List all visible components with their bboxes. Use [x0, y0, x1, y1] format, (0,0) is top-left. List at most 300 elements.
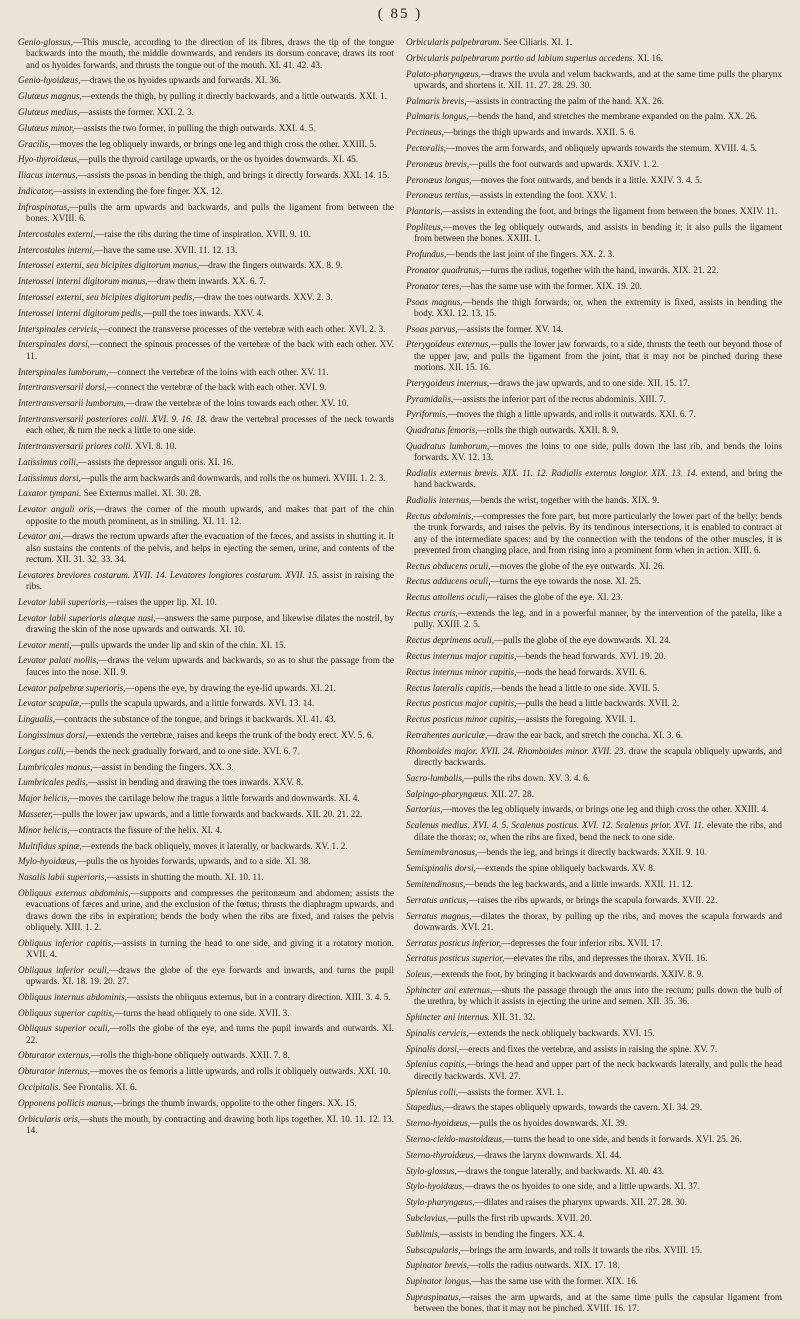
entry-description: —erects and fixes the vertebræ, and assists in raising the spine. XV. 7.	[459, 1043, 718, 1054]
entry-description: XI. 16.	[634, 52, 663, 63]
index-entry	[406, 985, 782, 1008]
entry-description: —rolls the thigh outwards. XXII. 8. 9.	[477, 425, 619, 436]
entry-description: —assists the former. XVI. 1.	[458, 1086, 564, 1097]
entry-description: See Frontalis. XI. 6.	[60, 1082, 137, 1093]
index-entry	[406, 1181, 782, 1192]
index-entry	[406, 127, 782, 138]
entry-description: —extends the spine obliquely backwards. XV. 8.	[475, 863, 656, 874]
entry-description: —moves the os femoris a little upwards, and rolls it obliquely outwards. XXI. 10.	[89, 1066, 391, 1077]
entry-description: —moves the leg obliquely outwards, and assists in bending it; it also pulls the ligament from between the bones. XXIII. 1.	[414, 222, 782, 244]
entry-description: —pulls the lower jaw upwards, and a little forwards and backwards. XII. 20. 21. 22.	[52, 808, 363, 819]
entry-term: Scalenus medius. XVI. 4. 5. Scalenus posticus. XVI. 12. Scalenus prior. XVI. 11.	[406, 820, 705, 831]
index-entry	[18, 123, 394, 134]
entry-term: Serratus posticus inferior,	[406, 937, 502, 948]
entry-description: —assist in bending the fingers. XX. 3.	[92, 761, 234, 772]
entry-description: —moves the leg obliquely inwards, or brings one leg and thigh cross the other. XXIII. 5.	[50, 138, 377, 149]
index-entry	[406, 468, 782, 491]
index-entry	[18, 186, 394, 197]
index-entry	[406, 863, 782, 874]
entry-description: —has the same use with the former. XIX. 16.	[471, 1276, 638, 1287]
index-entry	[18, 714, 394, 725]
entry-term: Intertransversarii lumborum,	[18, 398, 126, 409]
entry-description: XII. 27. 28.	[488, 788, 534, 799]
entry-description: —has the same use with the former. XIX. 19. 20.	[461, 280, 642, 291]
entry-term: Multifidus spinæ,	[18, 840, 82, 851]
entry-term: Soleus,	[406, 969, 433, 980]
index-entry	[18, 339, 394, 362]
index-entry	[18, 683, 394, 694]
entry-description: See Ciliaris. XI. 1.	[501, 37, 573, 47]
entry-description: —answers the same purpose, and likewise dilates the nostril, by drawing the skin of the nose upwards and outwards. XI. 10.	[26, 612, 394, 634]
entry-term: Palato-pharyngæus,	[406, 68, 481, 79]
index-entry	[406, 511, 782, 556]
entry-description: —assists the two former, in pulling the thigh outwards. XXI. 4. 5.	[74, 122, 316, 133]
index-entry	[406, 159, 782, 170]
entry-term: Stylo-glossus,	[406, 1165, 457, 1176]
entry-term: Rectus internus minor capitis,	[406, 666, 517, 677]
entry-description: —moves the foot outwards, and bends it a little. XXIV. 3. 4. 5.	[471, 174, 703, 185]
entry-description: —assists the former. XXI. 2. 3.	[79, 106, 194, 117]
entry-term: Intertransversarii priores colli.	[18, 441, 133, 452]
index-entry	[406, 576, 782, 587]
entry-term: Genio-glossus,	[18, 37, 73, 47]
entry-description: —draws the os hyoides upwards and forwards. XI. 36.	[80, 75, 281, 86]
entry-term: Interossei interni digitorum manus,	[18, 276, 148, 287]
entry-term: Minor helicis,	[18, 824, 70, 835]
entry-term: Orbicularis palpebrarum portio ad labium superius accedens.	[406, 52, 635, 63]
entry-term: Lingualis,	[18, 714, 56, 725]
entry-description: —pull the toes inwards. XXV. 4.	[143, 307, 264, 318]
index-entry	[406, 608, 782, 631]
index-entry	[18, 825, 394, 836]
index-entry	[406, 1059, 782, 1082]
index-entry	[406, 592, 782, 603]
entry-description: —have the same use. XVII. 11. 12. 13.	[94, 244, 238, 255]
index-entry	[406, 297, 782, 320]
index-entry	[406, 938, 782, 949]
index-entry	[406, 441, 782, 464]
entry-term: Stapedius,	[406, 1102, 445, 1113]
entry-term: Opponens pollicis manus,	[18, 1097, 114, 1108]
index-entry	[406, 425, 782, 436]
index-entry	[406, 773, 782, 784]
index-entry	[406, 281, 782, 292]
index-entry	[18, 107, 394, 118]
entry-term: Orbicularis palpebrarum.	[406, 37, 502, 47]
entry-term: Splenius capitis,	[406, 1059, 467, 1070]
entry-description: —bends the hand, and stretches the membrane expanded on the palm. XX. 26.	[468, 111, 758, 122]
entry-description: —shuts the mouth, by contracting and drawing both lips together. XI. 10. 11. 12. 13. 14.	[26, 1113, 394, 1135]
entry-term: Stylo-pharyngæus,	[406, 1197, 475, 1208]
index-entry	[18, 1066, 394, 1077]
index-entry	[406, 1229, 782, 1240]
entry-term: Masseter,	[18, 808, 53, 819]
entry-term: Levator palati mollis,	[18, 655, 99, 666]
entry-term: Laxator tympani.	[18, 488, 82, 499]
entry-term: Longissimus dorsi,	[18, 729, 88, 740]
entry-description: —elevates the ribs, and depresses the thorax. XVII. 16.	[504, 953, 708, 964]
entry-term: Interossei externi, seu bicipites digitorum pedis,	[18, 292, 195, 303]
entry-description: —extends the thigh, by pulling it directly backwards, and a little outwards. XXI. 1.	[81, 91, 387, 102]
index-entry	[18, 1114, 394, 1137]
entry-description: —draw them inwards. XX. 6. 7.	[147, 276, 266, 287]
entry-description: —draws the velum upwards and backwards, so as to shut the passage from the fauces into the nose. XII. 9.	[26, 655, 394, 677]
entry-term: Intertransversarii dorsi,	[18, 382, 107, 393]
entry-description: —rolls the globe of the eye, and turns the pupil inwards and outwards. XI. 22.	[26, 1023, 394, 1045]
entry-term: Pectineus,	[406, 127, 445, 138]
entry-term: Psoas parvus,	[406, 323, 458, 334]
index-entry	[18, 245, 394, 256]
entry-term: Pyramidalis,	[406, 393, 454, 404]
entry-description: —connect the vertebræ of the back with each other. XVI. 9.	[106, 382, 327, 393]
entry-description: draw the scapula obliquely upwards, and directly backwards.	[414, 745, 782, 768]
entry-term: Spinalis cervicis,	[406, 1027, 469, 1038]
index-entry	[18, 793, 394, 804]
entry-description: —pulls the os hyoides downwards. XI. 39.	[470, 1118, 628, 1129]
index-entry	[18, 1082, 394, 1093]
entry-description: —raises the arm upwards, and at the same time pulls the capsular ligament from between the bones, that it may not be pinched. XVIII. 16. 17.	[414, 1291, 782, 1314]
entry-description: —This muscle, according to the direction of its fibres, draws the tip of the tongue backwards into the mouth, the middle downwards, and renders its dorsum concave; draws its root and os hyoides forwards, and thrusts the tongue out of the mouth. XI. 41. 42. 43.	[26, 37, 394, 70]
entry-term: Intercostales externi,	[18, 228, 96, 239]
entry-term: Intercostales interni,	[18, 244, 95, 255]
index-entry	[406, 683, 782, 694]
index-entry	[406, 1028, 782, 1039]
entry-term: Rectus attollens oculi,	[406, 592, 488, 603]
entry-description: —draw the toes outwards. XXV. 2. 3.	[194, 292, 333, 303]
entry-term: Semispinalis dorsi,	[406, 863, 476, 874]
entry-description: —bends the head a little to one side. XVII. 5.	[492, 682, 660, 693]
entry-term: Obliquus superior oculi,	[18, 1023, 110, 1034]
index-entry	[18, 613, 394, 636]
entry-description: —moves the globe of the eye outwards. XI. 26.	[490, 560, 665, 571]
entry-term: Quadratus lumborum,	[406, 441, 490, 452]
entry-description: —bends the thigh forwards; or, when the extremity is fixed, assists in bending the body. XXI. 12. 13. 15.	[414, 296, 782, 318]
entry-term: Rectus abducens oculi,	[406, 560, 491, 571]
entry-description: —contracts the substance of the tongue, and brings it backwards. XI. 41. 43.	[55, 714, 336, 725]
index-entry	[406, 1197, 782, 1208]
index-entry	[18, 367, 394, 378]
entry-term: Levator menti,	[18, 639, 72, 650]
entry-description: —draws the uvula and velum backwards, and at the same time pulls the pharynx upwards, and shortens it. XII. 11. 27. 28. 29. 30.	[414, 68, 782, 90]
entry-description: —raises the ribs upwards, or brings the scapula forwards. XVII. 22.	[468, 894, 718, 905]
entry-term: Sphincter ani externus,	[406, 985, 493, 995]
index-entry	[406, 879, 782, 890]
entry-term: Glutæus minor,	[18, 122, 75, 133]
entry-description: —raise the ribs during the time of inspiration. XVII. 9. 10.	[95, 228, 311, 239]
entry-term: Rectus internus major capitis,	[406, 650, 517, 661]
index-entry	[18, 37, 394, 71]
entry-term: Obliquus internus abdominis,	[18, 991, 127, 1002]
entry-description: —extends the foot, by bringing it backwards and downwards. XXIV. 8. 9.	[432, 969, 704, 980]
entry-description: —extends the vertebræ, raises and keeps the trunk of the body erect. XV. 5. 6.	[87, 729, 374, 740]
entry-term: Sacro-lumbalis,	[406, 772, 465, 783]
index-entry	[406, 1087, 782, 1098]
index-entry	[406, 635, 782, 646]
index-entry	[18, 1008, 394, 1019]
entry-description: —extends the neck obliquely backwards. XVI. 15.	[468, 1027, 655, 1038]
entry-term: Levator palpebræ superioris,	[18, 682, 126, 693]
entry-description: —brings the thigh upwards and inwards. XXII. 5. 6.	[444, 127, 636, 138]
index-entry	[18, 888, 394, 933]
entry-description: —brings the arm inwards, and rolls it towards the ribs. XVIII. 15.	[460, 1244, 703, 1255]
entry-term: Quadratus femoris,	[406, 425, 478, 436]
index-entry	[18, 441, 394, 452]
entry-term: Sterno-cleido-mastoidæus,	[406, 1133, 505, 1144]
entry-term: Interossei interni digitorum pedis,	[18, 307, 144, 318]
entry-description: XII. 31. 32.	[489, 1012, 535, 1023]
index-entry	[18, 655, 394, 678]
entry-term: Glutæus magnus,	[18, 91, 82, 102]
entry-term: Longus colli,	[18, 745, 66, 756]
entry-description: —draws the tongue laterally, and backwards. XI. 40. 43.	[456, 1165, 665, 1176]
index-entry	[406, 143, 782, 154]
entry-description: assist in raising the ribs.	[26, 569, 394, 591]
entry-term: Glutæus medius,	[18, 106, 80, 117]
entry-term: Sublimis,	[406, 1228, 440, 1239]
index-entry	[406, 1044, 782, 1055]
entry-term: Levator ani,	[18, 531, 63, 542]
entry-description: —assists the psoas in bending the thigh, and brings it directly forwards. XXI. 14. 15.	[77, 170, 390, 181]
index-entry	[18, 170, 394, 181]
index-entry	[18, 938, 394, 961]
index-entry	[18, 473, 394, 484]
index-entry	[18, 154, 394, 165]
entry-description: —extends the leg, and in a powerful manner, by the intervention of the patella, like a pully. XXIII. 2. 5.	[414, 608, 782, 630]
index-entry	[406, 804, 782, 815]
entry-description: —bends the leg, and brings it directly backwards. XXII. 9. 10.	[477, 847, 707, 858]
entry-term: Supinator longus,	[406, 1276, 472, 1287]
entry-description: —pulls the head a little backwards. XVII. 2.	[516, 698, 680, 709]
index-entry	[406, 969, 782, 980]
entry-term: Rectus posticus major capitis,	[406, 698, 517, 709]
entry-term: Latissimus dorsi,	[18, 472, 81, 483]
entry-description: —connect the vertebræ of the loins with each other. XV. 11.	[108, 366, 329, 377]
entry-term: Rectus lateralis capitis,	[406, 682, 493, 693]
entry-description: —turns the radius, together with the hand, inwards. XIX. 21. 22.	[481, 264, 719, 275]
entry-description: draw the vertebral processes of the neck towards each other, & turn the neck a little to one side.	[26, 413, 394, 436]
entry-term: Subscapularis,	[406, 1244, 461, 1255]
index-entry	[406, 1276, 782, 1287]
entry-term: Intertransversarii posteriores colli. XVI. 9. 16. 18.	[18, 413, 208, 424]
entry-description: —draws the rectum upwards after the evacuation of the fæces, and assists in shutting it. It also sustains the contents of the pelvis, and helps in ejecting the semen, urine, and contents of the rectum. XII. 31. 32. 33. 34.	[26, 531, 394, 564]
entry-description: —turns the head obliquely to one side. XVII. 3.	[114, 1007, 290, 1018]
entry-term: Major helicis,	[18, 793, 70, 804]
entry-description: —bends the last joint of the fingers. XX. 2. 3.	[446, 249, 615, 260]
index-entry	[18, 276, 394, 287]
entry-term: Radialis internus,	[406, 495, 472, 506]
entry-description: —assists in extending the foot, and brings the ligament from between the bones. XXIV. 11.	[442, 206, 778, 217]
index-entry	[406, 1118, 782, 1129]
entry-description: —depresses the four inferior ribs. XVII. 17.	[501, 937, 663, 948]
index-entry	[406, 409, 782, 420]
entry-description: —connect the transverse processes of the vertebræ with each other. XVI. 2. 3.	[99, 323, 386, 334]
index-entry	[18, 531, 394, 565]
entry-description: —moves the leg obliquely inwards, or brings one leg and thigh cross the other. XXIII. 4.	[442, 804, 769, 815]
entry-description: —assists the inferior part of the rectus abdominis. XIII. 7.	[453, 393, 667, 404]
entry-term: Popliteus,	[406, 222, 444, 233]
index-entry	[406, 1166, 782, 1177]
index-entry	[406, 324, 782, 335]
entry-description: —draw the vertebræ of the loins towards each other. XV. 10.	[125, 398, 349, 409]
entry-term: Gracilis,	[18, 138, 51, 149]
index-entry	[406, 378, 782, 389]
index-entry	[406, 1012, 782, 1023]
entry-term: Sphincter ani internus.	[406, 1012, 490, 1023]
index-entry	[406, 1245, 782, 1256]
index-entry	[406, 847, 782, 858]
entry-term: Obliquus inferior oculi,	[18, 964, 110, 975]
entry-description: —pulls upwards the under lip and skin of the chin. XI. 15.	[71, 639, 286, 650]
index-entry	[406, 206, 782, 217]
entry-description: —pulls the scapula upwards, and a little forwards. XVI. 13. 14.	[81, 698, 315, 709]
entry-description: —assist in bending and drawing the toes inwards. XXV. 8.	[87, 777, 304, 788]
entry-term: Psoas magnus,	[406, 296, 463, 307]
index-entry	[406, 820, 782, 843]
index-entry	[18, 1050, 394, 1061]
index-entry	[406, 1134, 782, 1145]
index-entry	[18, 324, 394, 335]
index-entry	[406, 265, 782, 276]
entry-term: Rectus deprimens oculi,	[406, 635, 495, 646]
index-entry	[18, 746, 394, 757]
entry-description: —pulls the foot outwards and upwards. XXIV. 1. 2.	[469, 158, 659, 169]
entry-term: Interspinales dorsi,	[18, 339, 90, 350]
entry-description: —pulls the os hyoides forwards, upwards, and to a side. XI. 38.	[76, 856, 311, 867]
index-entry	[18, 382, 394, 393]
index-entry	[18, 698, 394, 709]
entry-term: Rhomboides major. XVII. 24. Rhomboides minor. XVII. 23.	[406, 745, 626, 756]
entry-description: —bends the leg backwards, and a little inwards. XXII. 11. 12.	[465, 878, 693, 889]
entry-description: —draw the ear back, and stretch the concha. XI. 3. 6.	[487, 729, 683, 740]
index-entry	[18, 308, 394, 319]
entry-term: Pronator teres,	[406, 280, 462, 291]
entry-description: —pulls the first rib upwards. XVII. 20.	[448, 1212, 592, 1223]
index-entry	[406, 111, 782, 122]
entry-term: Iliacus internus,	[18, 170, 78, 181]
index-entry	[406, 190, 782, 201]
index-entry	[406, 746, 782, 769]
entry-description: —draw the fingers outwards. XX. 8. 9.	[199, 260, 343, 271]
entry-term: Sartorius,	[406, 804, 443, 815]
entry-description: elevate the ribs, and dilate the thorax; or, when the ribs are fixed, bend the neck to one side.	[414, 820, 782, 842]
entry-term: Supraspinatus,	[406, 1291, 461, 1302]
index-entry	[406, 1260, 782, 1271]
entry-term: Lumbricales manus,	[18, 761, 93, 772]
index-entry	[18, 597, 394, 608]
index-entry	[18, 640, 394, 651]
index-entry	[18, 570, 394, 593]
entry-term: Rectus abdominis,	[406, 511, 474, 521]
entry-description: —draws the stapes obliquely upwards, towards the cavern. XI. 34. 29.	[444, 1102, 702, 1113]
entry-term: Semitendinosus,	[406, 878, 466, 889]
entry-description: —assists in extending the fore finger. XX. 12.	[53, 185, 223, 196]
entry-description: —pulls the thyroid cartilage upwards, or the os hyoides downwards. XI. 45.	[79, 154, 359, 165]
index-entry	[18, 260, 394, 271]
entry-description: —pulls the globe of the eye downwards. XI. 24.	[494, 635, 671, 646]
entry-description: —moves the arm forwards, and obliquely upwards towards the sternum. XVIII. 4. 5.	[446, 143, 758, 154]
entry-description: —draws the larynx downwards. XI. 44.	[475, 1149, 622, 1160]
entry-term: Supinator brevis,	[406, 1260, 469, 1271]
entry-description: —bends the wrist, together with the hands. XIX. 9.	[471, 495, 660, 506]
entry-term: Levator scapulæ,	[18, 698, 82, 709]
entry-description: —pulls the lower jaw forwards, to a side, thrusts the teeth out beyond those of the upper jaw, and pulls the ligament from the joint, that it may not be pinched during these motions. XII. 15. 16.	[414, 339, 782, 373]
entry-description: —draws the jaw upwards, and to one side. XII. 15. 17.	[489, 377, 690, 388]
entry-description: —turns the eye towards the nose. XI. 25.	[490, 576, 641, 587]
entry-term: Obliquus inferior capitis,	[18, 937, 114, 948]
index-entry	[406, 339, 782, 373]
page-number: ( 85 )	[377, 6, 423, 22]
entry-term: Plantaris,	[406, 206, 443, 217]
entry-term: Pronator quadratus,	[406, 264, 482, 275]
index-entry	[406, 1150, 782, 1161]
entry-term: Orbicularis oris,	[18, 1113, 81, 1124]
index-entry	[18, 730, 394, 741]
entry-description: —assists the obliquus externus, but in a contrary direction. XIII. 3. 4. 5.	[126, 991, 391, 1002]
index-entry	[18, 1098, 394, 1109]
entry-term: Obliquus externus abdominis,	[18, 887, 131, 898]
entry-description: —dilates the thorax, by pulling up the ribs, and moves the scapula forwards and downwards. XVI. 21.	[414, 910, 782, 932]
entry-description: See Externus mallei. XI. 30. 28.	[81, 488, 202, 499]
index-entry	[18, 292, 394, 303]
entry-term: Occipitalis.	[18, 1082, 61, 1093]
entry-description: —moves the thigh a little upwards, and rolls it outwards. XXI. 6. 7.	[447, 409, 696, 420]
entry-description: —assists in extending the foot. XXV. 1.	[470, 190, 617, 201]
entry-description: —extends the back obliquely, moves it laterally, or backwards. XV. 1. 2.	[81, 840, 348, 851]
entry-term: Pyriformis,	[406, 409, 448, 420]
entry-description: —assists the depressor anguli oris. XI. 16.	[78, 456, 234, 467]
entry-description: —shuts the passage through the anus into the rectum; pulls down the bulb of the urethra, by which it assists in ejecting the urine and semen. XII. 35. 36.	[414, 985, 783, 1007]
entry-description: —bends the neck gradually forward, and to one side. XVI. 6. 7.	[65, 745, 300, 756]
entry-term: Interspinales cervicis,	[18, 323, 100, 334]
entry-term: Subclavius,	[406, 1212, 449, 1223]
entry-term: Profundus,	[406, 249, 447, 260]
entry-term: Levatores breviores costarum. XVII. 14. Levatores longiores costarum. XVII. 15.	[18, 569, 320, 580]
entry-description: —turns the head to one side, and bends it forwards. XVI. 25. 26.	[504, 1133, 742, 1144]
entry-description: —pulls the arm upwards and backwards, and pulls the ligament from between the bones. XVIII. 6.	[26, 201, 394, 224]
index-entry	[18, 457, 394, 468]
index-entry	[18, 75, 394, 86]
entry-term: Peronæus longus,	[406, 174, 472, 185]
index-entry	[406, 53, 782, 64]
entry-term: Pterygoideus internus,	[406, 377, 490, 388]
entry-description: —pulls the ribs down. XV. 3. 4. 6.	[464, 772, 591, 783]
entry-term: Obturator externus,	[18, 1050, 91, 1061]
entry-term: Sterno-hyoidæus,	[406, 1118, 471, 1129]
entry-description: —rolls the radius outwards. XIX. 17. 18.	[468, 1260, 620, 1271]
entry-description: —pulls the arm backwards and downwards, and rolls the os humeri. XVIII. 1. 2. 3.	[80, 472, 386, 483]
two-column-body	[18, 37, 782, 1319]
index-entry	[406, 175, 782, 186]
index-entry	[18, 856, 394, 867]
entry-term: Serratus magnus,	[406, 910, 472, 921]
entry-description: —opens the eye, by drawing the eye-lid upwards. XI. 21.	[125, 682, 336, 693]
entry-term: Semimembranosus,	[406, 847, 478, 858]
entry-description: —supports and compresses the peritonæum and abdomen; assists the evacuations of fæces and urine, and the exclusion of the fœtus; thrusts the diaphragm upwards, and draws down the ribs in expiration; bends the body when the ribs are fixed, and raises the pelvis obliquely. XIII. 1. 2.	[26, 887, 394, 932]
index-entry	[406, 667, 782, 678]
entry-description: —rolls the thigh-bone obliquely outwards. XXII. 7. 8.	[90, 1050, 290, 1061]
entry-description: —draws the globe of the eye forwards and inwards, and turns the pupil upwards. XI. 18. 19. 20. 27.	[26, 964, 395, 986]
index-entry	[18, 1023, 394, 1046]
entry-description: —bends the head forwards. XVI. 19. 20.	[516, 650, 666, 661]
entry-description: —assists the foregoing. XVII. 1.	[516, 714, 636, 725]
index-entry	[18, 965, 394, 988]
entry-description: —dilates and raises the pharynx upwards. XII. 27. 28. 30.	[474, 1197, 687, 1208]
right-column	[406, 37, 782, 1319]
entry-term: Salpingo-pharyngæus.	[406, 788, 489, 799]
entry-term: Mylo-hyoidæus,	[18, 856, 77, 867]
entry-term: Indicator,	[18, 185, 54, 196]
entry-term: Retrahentes auriculæ,	[406, 729, 488, 740]
